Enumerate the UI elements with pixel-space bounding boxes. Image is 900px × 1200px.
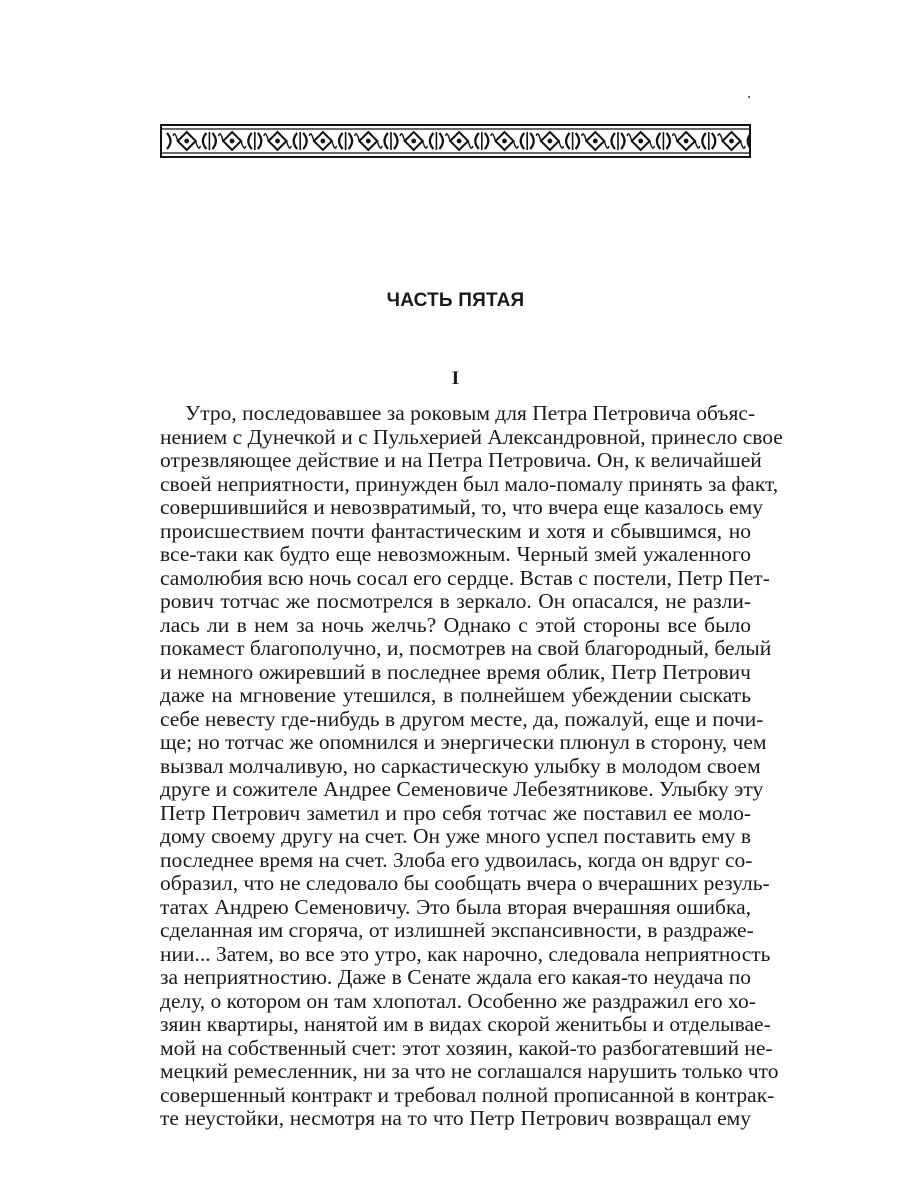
text-line: мецкий ремесленник, ни за что не соглашался нарушить только что — [160, 1059, 779, 1083]
text-line: лась ли в нем за ночь желчь? Однако с этой стороны все было — [160, 612, 751, 637]
text-line: татах Андрею Семеновичу. Это была вторая вчерашняя ошибка, — [160, 894, 751, 919]
text-line: дому своему другу на счет. Он уже много успел поставить ему в — [160, 824, 751, 848]
text-line: образил, что не следовало бы сообщать вчера о вчерашних резуль- — [160, 871, 770, 895]
text-line: вызвал молчаливую, но саркастическую улыбку в молодом своем — [160, 753, 761, 778]
text-line: ще; но тотчас же опомнился и энергически плюнул в сторону, чем — [160, 730, 767, 754]
text-line: те неустойки, несмотря на то что Петр Петрович возвращал ему — [160, 1106, 751, 1130]
text-line: друге и сожителе Андрее Семеновиче Лебезятникове. Улыбку эту — [160, 777, 764, 801]
text-line: происшествием почти фантастическим и хотя и сбывшимся, но — [160, 518, 751, 543]
text-line: Петр Петрович заметил и про себя тотчас же поставил ее моло- — [160, 800, 751, 825]
chapter-number: I — [451, 368, 460, 389]
body-text — [160, 401, 783, 1131]
text-line: за неприятностию. Даже в Сенате ждала его какая-то неудача по — [160, 965, 751, 989]
text-line: самолюбия всю ночь сосал его сердце. Встав с постели, Петр Пет- — [160, 565, 770, 590]
part-title: ЧАСТЬ ПЯТАЯ — [386, 290, 525, 311]
text-line: сделанная им сгоряча, от излишней экспансивности, в раздраже- — [160, 918, 754, 942]
text-line: зяин квартиры, нанятой им в видах скорой женитьбы и отделывае- — [160, 1012, 771, 1036]
text-line: мой на собственный счет: этот хозяин, какой-то разбогатевший не- — [160, 1035, 773, 1060]
text-line: отрезвляющее действие и на Петра Петровича. Он, к величайшей — [160, 448, 762, 472]
text-line: Утро, последовавшее за роковым для Петра Петровича объяс- — [185, 401, 756, 425]
text-line: делу, о котором он там хлопотал. Особенно же раздражил его хо- — [160, 988, 756, 1013]
text-line: даже на мгновение утешился, в полнейшем убеждении сыскать — [160, 683, 751, 707]
text-line: нии... Затем, во все это утро, как нарочно, следовала неприятность — [160, 941, 771, 966]
decorative-border-ornament — [160, 124, 751, 158]
page-speck — [748, 96, 750, 98]
ornament-icon — [160, 124, 751, 158]
text-line: рович тотчас же посмотрелся в зеркало. Он опасался, не разли- — [160, 589, 751, 613]
text-line: покамест благополучно, и, посмотрев на свой благородный, белый — [160, 636, 772, 660]
text-line: совершенный контракт и требовал полной прописанной в контрак- — [160, 1082, 775, 1107]
text-line: и немного ожиревший в последнее время облик, Петр Петрович — [160, 659, 751, 684]
text-line: все-таки как будто еще невозможным. Черный змей ужаленного — [160, 542, 751, 566]
text-line: нением с Дунечкой и с Пульхерией Александровной, принесло свое — [160, 424, 783, 449]
text-line: последнее время на счет. Злоба его удвоилась, когда он вдруг со- — [160, 847, 753, 872]
text-line: совершившийся и невозвратимый, то, что вчера еще казалось ему — [160, 495, 764, 519]
text-line: своей неприятности, принужден был мало-помалу принять за факт, — [160, 471, 779, 496]
text-line: себе невесту где-нибудь в другом месте, да, пожалуй, еще и почи- — [160, 706, 764, 731]
